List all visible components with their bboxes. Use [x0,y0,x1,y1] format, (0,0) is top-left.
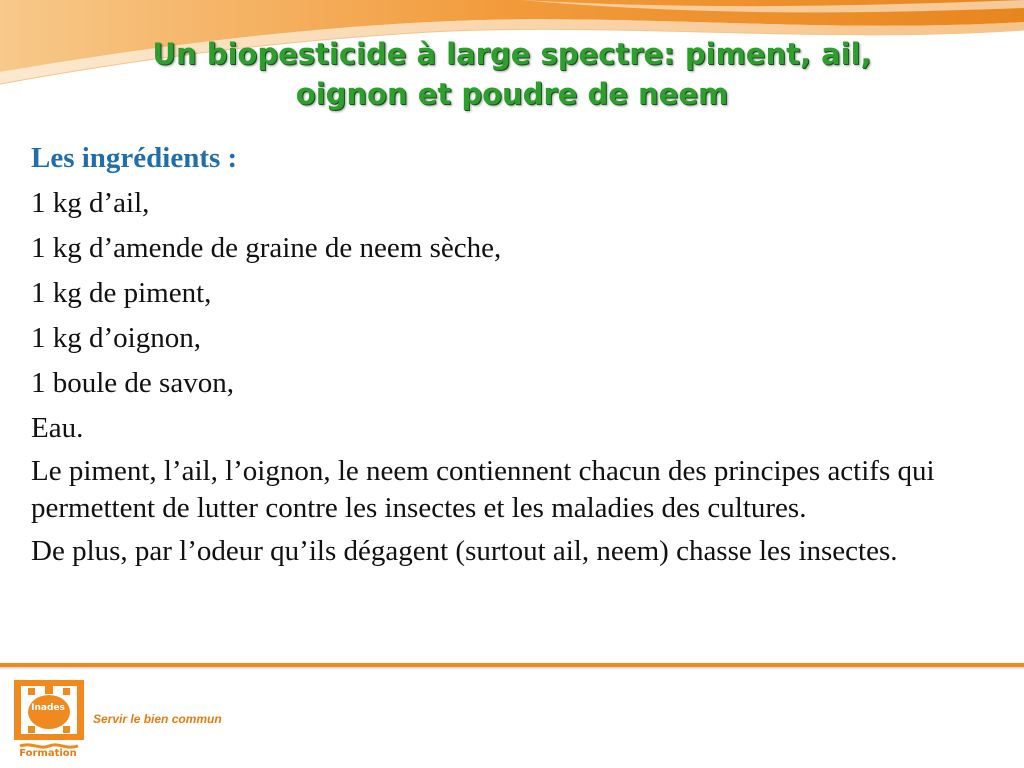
ingredients-heading: Les ingrédients : [31,142,238,174]
explanation-paragraph: Le piment, l’ail, l’oignon, le neem contiennent chacun des principes actifs qui permettent de lutter contre les insectes et les maladies des cultures. [31,455,935,524]
explanation-paragraph: De plus, par l’odeur qu’ils dégagent (surtout ail, neem) chasse les insectes. [31,535,898,567]
footer-tagline: Servir le bien commun [93,712,222,726]
ingredient-item: 1 kg de piment, [31,277,212,309]
ingredient-item: Eau. [31,412,84,444]
ingredient-item: 1 boule de savon, [31,367,234,399]
ingredient-item: 1 kg d’amende de graine de neem sèche, [31,232,502,264]
ingredient-item: 1 kg d’oignon, [31,322,201,354]
slide-title-line-1: Un biopesticide à large spectre: piment, ail, [152,37,872,71]
slide-title [40,34,984,114]
ingredient-item: 1 kg d’ail, [31,187,150,219]
logo-name: Inades [31,703,65,713]
slide-title-line-2: oignon et poudre de neem [295,77,729,111]
slide-content [31,138,991,576]
logo-subtitle: Formation [19,748,77,759]
footer-divider-shadow [0,667,1024,670]
